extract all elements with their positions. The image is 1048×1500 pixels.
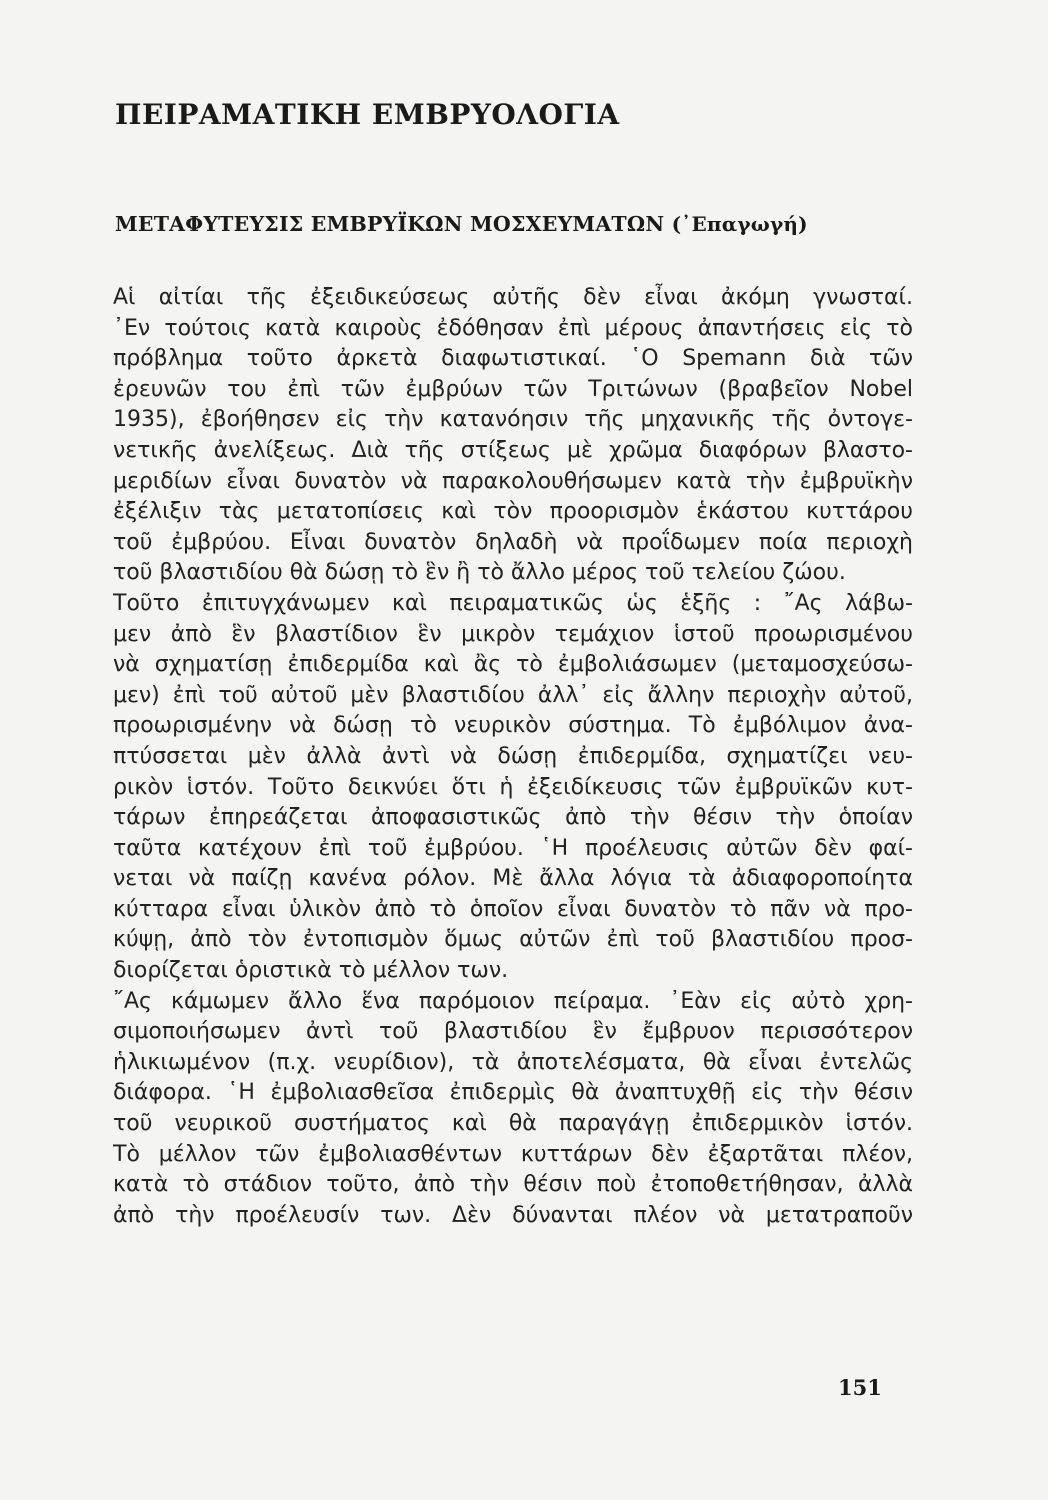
text-line: μεν ἀπὸ ἓν βλαστίδιον ἓν μικρὸν τεμάχιον ἱστοῦ προωρισμένου (113, 621, 913, 647)
text-line: τοῦ ἐμβρύου. Εἶναι δυνατὸν δηλαδὴ νὰ προΐδωμεν ποία περιοχὴ (113, 529, 913, 555)
text-line: μεριδίων εἶναι δυνατὸν νὰ παρακολουθήσωμεν κατὰ τὴν ἐμβρυϊκὴν (113, 468, 913, 494)
text-line: Αἱ αἰτίαι τῆς ἐξειδικεύσεως αὐτῆς δὲν εἶναι ἀκόμη γνωσταί. (113, 285, 913, 310)
text-line: διορίζεται ὁριστικὰ τὸ μέλλον των. (113, 958, 509, 984)
text-line: Τοῦτο ἐπιτυγχάνωμεν καὶ πειραματικῶς ὡς ἑξῆς : ῎Ας λάβω- (113, 590, 913, 616)
text-line: σιμοποιήσωμεν ἀντὶ τοῦ βλαστιδίου ἓν ἔμβρυον περισσότερον (113, 1019, 913, 1045)
text-line: ῎Ας κάμωμεν ἄλλο ἕνα παρόμοιον πείραμα. ᾿Εὰν εἰς αὐτὸ χρη- (113, 988, 913, 1014)
body-text (113, 283, 913, 1231)
section-subtitle: (᾿Επαγωγή) (671, 212, 808, 236)
text-line: Τὸ μέλλον τῶν ἐμβολιασθέντων κυττάρων δὲν ἐξαρτᾶται πλέον, (113, 1141, 913, 1167)
section-title (115, 212, 945, 236)
text-line: ρικὸν ἱστόν. Τοῦτο δεικνύει ὅτι ἡ ἐξειδίκευσις τῶν ἐμβρυϊκῶν κυτ- (113, 774, 913, 800)
text-line: μεν) ἐπὶ τοῦ αὐτοῦ μὲν βλαστιδίου ἀλλ᾿ εἰς ἄλλην περιοχὴν αὐτοῦ, (113, 682, 913, 708)
text-line: ἀπὸ τὴν προέλευσίν των. Δὲν δύνανται πλέον νὰ μετατραποῦν (113, 1202, 913, 1228)
text-line: κύτταρα εἶναι ὑλικὸν ἀπὸ τὸ ὁποῖον εἶναι δυνατὸν τὸ πᾶν νὰ προ- (113, 896, 913, 922)
text-line: πτύσσεται μὲν ἀλλὰ ἀντὶ νὰ δώσῃ ἐπιδερμίδα, σχηματίζει νευ- (113, 743, 913, 769)
text-line: ταῦτα κατέχουν ἐπὶ τοῦ ἐμβρύου. ῾Η προέλευσις αὐτῶν δὲν φαί- (113, 835, 913, 861)
text-line: νὰ σχηματίσῃ ἐπιδερμίδα καὶ ἂς τὸ ἐμβολιάσωμεν (μεταμοσχεύσω- (113, 652, 913, 678)
text-line: ᾿Εν τούτοις κατὰ καιροὺς ἐδόθησαν ἐπὶ μέρους ἀπαντήσεις εἰς τὸ (113, 315, 913, 341)
text-line: νεται νὰ παίζῃ κανένα ρόλον. Μὲ ἄλλα λόγια τὰ ἀδιαφοροποίητα (113, 866, 913, 892)
text-line: ἐξέλιξιν τὰς μετατοπίσεις καὶ τὸν προορισμὸν ἑκάστου κυττάρου (113, 499, 913, 525)
text-line: προωρισμένην νὰ δώσῃ τὸ νευρικὸν σύστημα. Τὸ ἐμβόλιμον ἀνα- (113, 713, 913, 739)
text-line: ἡλικιωμένον (π.χ. νευρίδιον), τὰ ἀποτελέσματα, θὰ εἶναι ἐντελῶς (113, 1049, 913, 1075)
text-line: 1935), ἐβοήθησεν εἰς τὴν κατανόησιν τῆς μηχανικῆς τῆς ὀντογε- (113, 407, 913, 433)
text-line: πρόβλημα τοῦτο ἀρκετὰ διαφωτιστικαί. ῾Ο Spemann διὰ τῶν (113, 346, 913, 372)
text-line: τοῦ βλαστιδίου θὰ δώσῃ τὸ ἓν ἢ τὸ ἄλλο μέρος τοῦ τελείου ζώου. (113, 560, 846, 586)
text-line: τάρων ἐπηρεάζεται ἀποφασιστικῶς ἀπὸ τὴν θέσιν τὴν ὁποίαν (113, 805, 913, 831)
text-line: ἐρευνῶν του ἐπὶ τῶν ἐμβρύων τῶν Τριτώνων (βραβεῖον Nobel (113, 376, 913, 402)
text-line: νετικῆς ἀνελίξεως. Διὰ τῆς στίξεως μὲ χρῶμα διαφόρων βλαστο- (113, 437, 913, 463)
page-number: 151 (838, 1375, 882, 1400)
text-line: τοῦ νευρικοῦ συστήματος καὶ θὰ παραγάγῃ ἐπιδερμικὸν ἱστόν. (113, 1111, 913, 1137)
section-title-text: ΜΕΤΑΦΥΤΕΥΣΙΣ ΕΜΒΡΥΪΚΩΝ ΜΟΣΧΕΥΜΑΤΩΝ (115, 212, 665, 236)
text-line: διάφορα. ῾Η ἐμβολιασθεῖσα ἐπιδερμὶς θὰ ἀναπτυχθῇ εἰς τὴν θέσιν (113, 1080, 913, 1106)
text-line: κατὰ τὸ στάδιον τοῦτο, ἀπὸ τὴν θέσιν ποὺ ἐτοποθετήθησαν, ἀλλὰ (113, 1172, 913, 1198)
chapter-title: ΠΕΙΡΑΜΑΤΙΚΗ ΕΜΒΡΥΟΛΟΓΙΑ (115, 98, 620, 131)
text-line: κύψῃ, ἀπὸ τὸν ἐντοπισμὸν ὅμως αὐτῶν ἐπὶ τοῦ βλαστιδίου προσ- (113, 927, 913, 953)
